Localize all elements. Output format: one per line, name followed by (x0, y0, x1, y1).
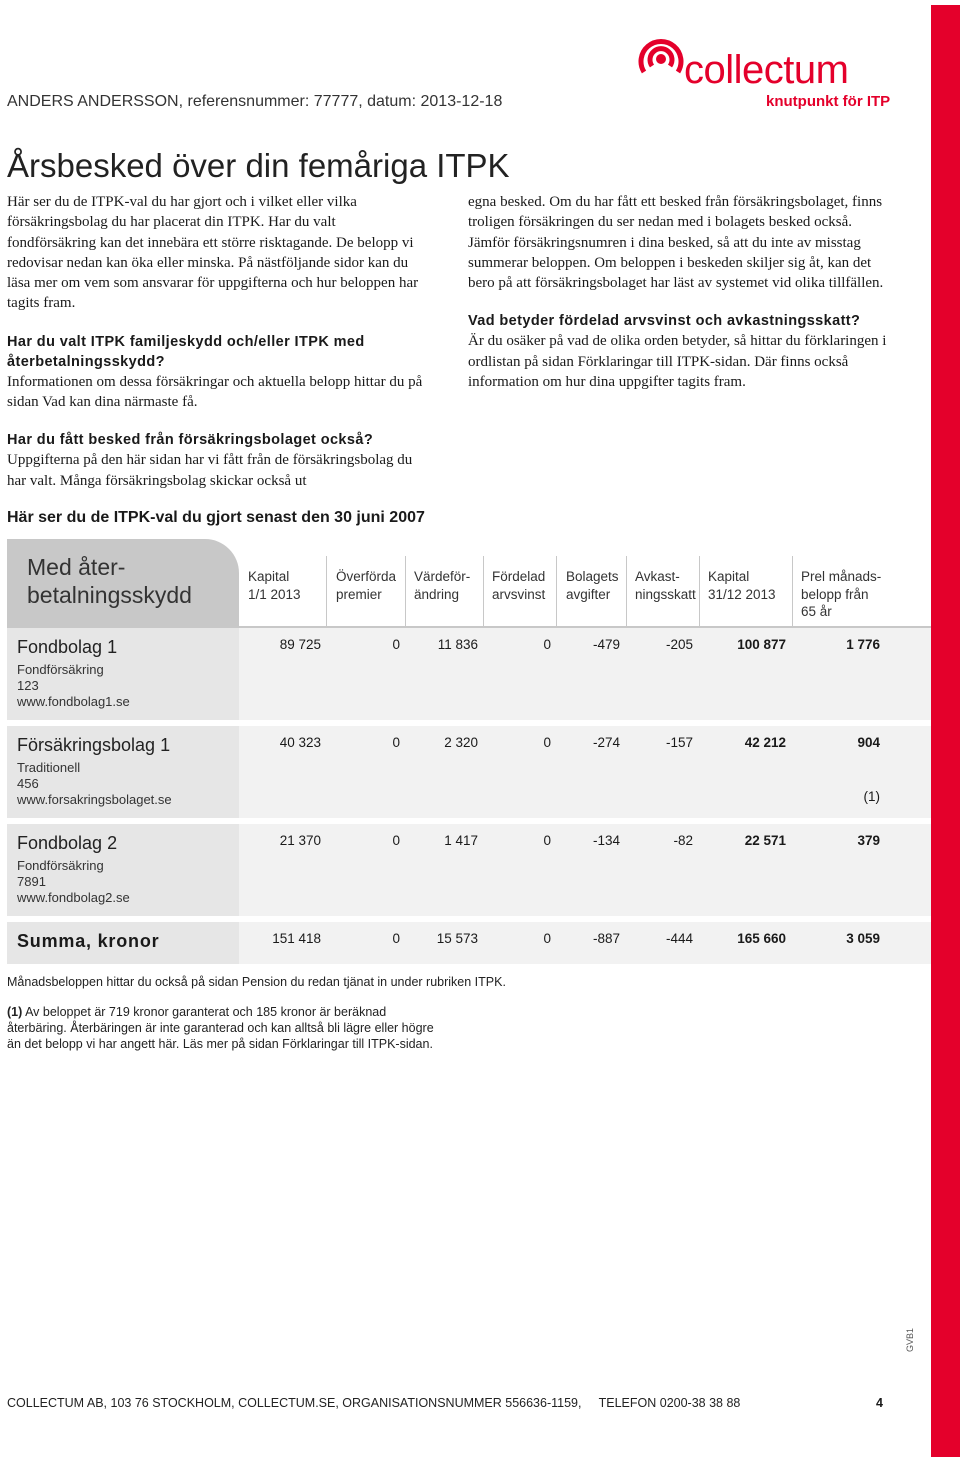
document-code: GVB1 (905, 1327, 915, 1352)
column-separator (326, 556, 327, 626)
cell-transferred: 0 (392, 637, 400, 652)
table-row (17, 735, 172, 808)
logo-wordmark: collectum (684, 48, 849, 92)
row-insurance-number: 7891 (17, 874, 46, 889)
cell-capital-start: 40 323 (279, 735, 321, 750)
cell-value-change: 1 417 (444, 833, 478, 848)
column-separator (405, 556, 406, 626)
column-separator (792, 556, 793, 626)
column-header-yield-tax: Avkast- ningsskatt (635, 569, 696, 602)
cell-monthly-amount: 1 776 (846, 637, 880, 652)
cell-capital-start: 89 725 (279, 637, 321, 652)
cell-fees: -134 (592, 833, 620, 848)
column-header-capital-start: Kapital 1/1 2013 (248, 569, 301, 602)
question-heading-terms: Vad betyder fördelad arvsvinst och avkastningsskatt? (468, 313, 861, 330)
column-header-transferred-premiums: Överförda premier (336, 569, 397, 602)
column-header-distributed-surplus: Fördelad arvsvinst (492, 569, 546, 602)
page-number: 4 (876, 1396, 883, 1410)
column-separator (556, 556, 557, 626)
cell-monthly-amount: 379 (857, 833, 880, 848)
column-separator (626, 556, 627, 626)
answer-family-protection: Informationen om dessa försäkringar och aktuella belopp hittar du på sidan Vad kan dina närmaste få. (7, 373, 423, 411)
column-header-company-fees: Bolagets avgifter (566, 569, 619, 602)
cell-surplus: 0 (543, 637, 551, 652)
collectum-logo-icon (638, 36, 688, 86)
question-heading-family-protection: Har du valt ITPK familjeskydd och/eller ITPK med återbetalningsskydd? (7, 333, 365, 370)
cell-value-change: 11 836 (437, 637, 478, 652)
logo-tagline: knutpunkt för ITP (766, 93, 891, 110)
row-company-name: Fondbolag 1 (17, 637, 118, 657)
cell-value-change: 2 320 (444, 735, 478, 750)
continued-paragraph: egna besked. Om du har fått ett besked från försäkringsbolaget, finns troligen försäkringen du ser nedan med i bolagets besked också. Jämför försäkringsnumren i dina besked, så att du inte av misstag summerar beloppen. Om beloppen i beskeden skiljer sig åt, kan det bero på att försäkringsbolaget har läst av systemet vid olika tillfällen. (468, 194, 884, 292)
column-separator (699, 556, 700, 626)
footer-address-text: COLLECTUM AB, 103 76 STOCKHOLM, COLLECTUM.SE, ORGANISATIONSNUMMER 556636-1159, TELEFON 0200-38 38 88 (7, 1396, 741, 1410)
answer-terms: Är du osäker på vad de olika orden betyder, så hittar du förklaringen i ordlistan på sidan Förklaringar till ITPK-sidan. Där finns också information om hur dina uppgifter tagits fram. (468, 333, 887, 391)
row-insurance-number: 123 (17, 678, 39, 693)
cell-transferred: 0 (392, 735, 400, 750)
cell-yield-tax: -82 (673, 833, 693, 848)
row-company-name: Försäkringsbolag 1 (17, 735, 171, 755)
cell-surplus: 0 (543, 833, 551, 848)
recipient-line: ANDERS ANDERSSON, referensnummer: 77777, datum: 2013-12-18 (7, 93, 503, 110)
table-row-values-bg (239, 726, 931, 818)
cell-capital-end: 22 571 (744, 833, 786, 848)
intro-paragraph: Här ser du de ITPK-val du har gjort och i vilket eller vilka försäkringsbolag du har placerat din ITPK. Har du valt fondförsäkring kan det innebära ett större risktagande. De belopp vi redovisar nedan kan öka eller minska. På nästföljande sidor kan du läsa mer om vem som ansvarar för uppgifterna och hur beloppen har tagits fram. (7, 194, 419, 312)
footer-address (7, 1396, 740, 1410)
row-insurance-number: 456 (17, 776, 39, 791)
table-section-heading: Här ser du de ITPK-val du gjort senast den 30 juni 2007 (7, 509, 425, 526)
footnote-marker: (1) (7, 1005, 23, 1019)
cell-capital-start: 21 370 (279, 833, 321, 848)
sum-monthly-amount: 3 059 (846, 931, 880, 946)
sum-value-change: 15 573 (436, 931, 478, 946)
cell-fees: -274 (592, 735, 620, 750)
sum-label: Summa, kronor (17, 931, 160, 951)
row-website: www.fondbolag2.se (17, 890, 130, 905)
column-header-monthly-amount: Prel månads- belopp från 65 år (801, 569, 882, 619)
cell-yield-tax: -205 (665, 637, 693, 652)
sum-row-values-bg (239, 922, 931, 964)
sum-fees: -887 (592, 931, 620, 946)
sum-transferred: 0 (392, 931, 400, 946)
cell-surplus: 0 (543, 735, 551, 750)
footnote (7, 1004, 437, 1052)
column-separator (483, 556, 484, 626)
table-tab-label: Med åter- betalningsskydd (27, 554, 192, 608)
sum-capital-start: 151 418 (272, 931, 321, 946)
cell-transferred: 0 (392, 833, 400, 848)
column-header-value-change: Värdeför- ändring (414, 569, 471, 602)
row-insurance-type: Fondförsäkring (17, 858, 104, 873)
row-website: www.fondbolag1.se (17, 694, 130, 709)
red-edge-bar (931, 5, 960, 1457)
footnote-text: Av beloppet är 719 kronor garanterat och 185 kronor är beräknad återbäring. Återbäringen är inte garanterad och kan alltså bli lägre eller högre än det belopp vi har angett här. Läs mer på sidan Förklaringar till ITPK-sidan. (7, 1005, 434, 1051)
question-heading-insurer-notice: Har du fått besked från försäkringsbolaget också? (7, 432, 374, 449)
table-row-values-bg (239, 824, 931, 916)
table-row (17, 833, 130, 906)
row-insurance-type: Traditionell (17, 760, 81, 775)
sum-capital-end: 165 660 (737, 931, 786, 946)
table-row-values-bg (239, 628, 931, 720)
sum-yield-tax: -444 (665, 931, 693, 946)
right-text-column (468, 192, 894, 392)
answer-insurer-notice: Uppgifterna på den här sidan har vi fått från de försäkringsbolag du har valt. Många försäkringsbolag skickar också ut (7, 452, 413, 489)
cell-capital-end: 100 877 (737, 637, 786, 652)
cell-yield-tax: -157 (665, 735, 693, 750)
footnote-reference: (1) (863, 789, 880, 804)
left-text-column (7, 192, 425, 491)
page-title: Årsbesked över din femåriga ITPK (7, 147, 510, 184)
cell-monthly-amount: 904 (857, 735, 880, 750)
cell-capital-end: 42 212 (744, 735, 786, 750)
table-row (17, 637, 130, 710)
row-insurance-type: Fondförsäkring (17, 662, 104, 677)
sum-surplus: 0 (543, 931, 551, 946)
cell-fees: -479 (592, 637, 620, 652)
monthly-note: Månadsbeloppen hittar du också på sidan Pension du redan tjänat in under rubriken ITPK. (7, 975, 506, 989)
row-website: www.forsakringsbolaget.se (17, 792, 172, 807)
column-header-capital-end: Kapital 31/12 2013 (708, 569, 776, 602)
row-company-name: Fondbolag 2 (17, 833, 118, 853)
